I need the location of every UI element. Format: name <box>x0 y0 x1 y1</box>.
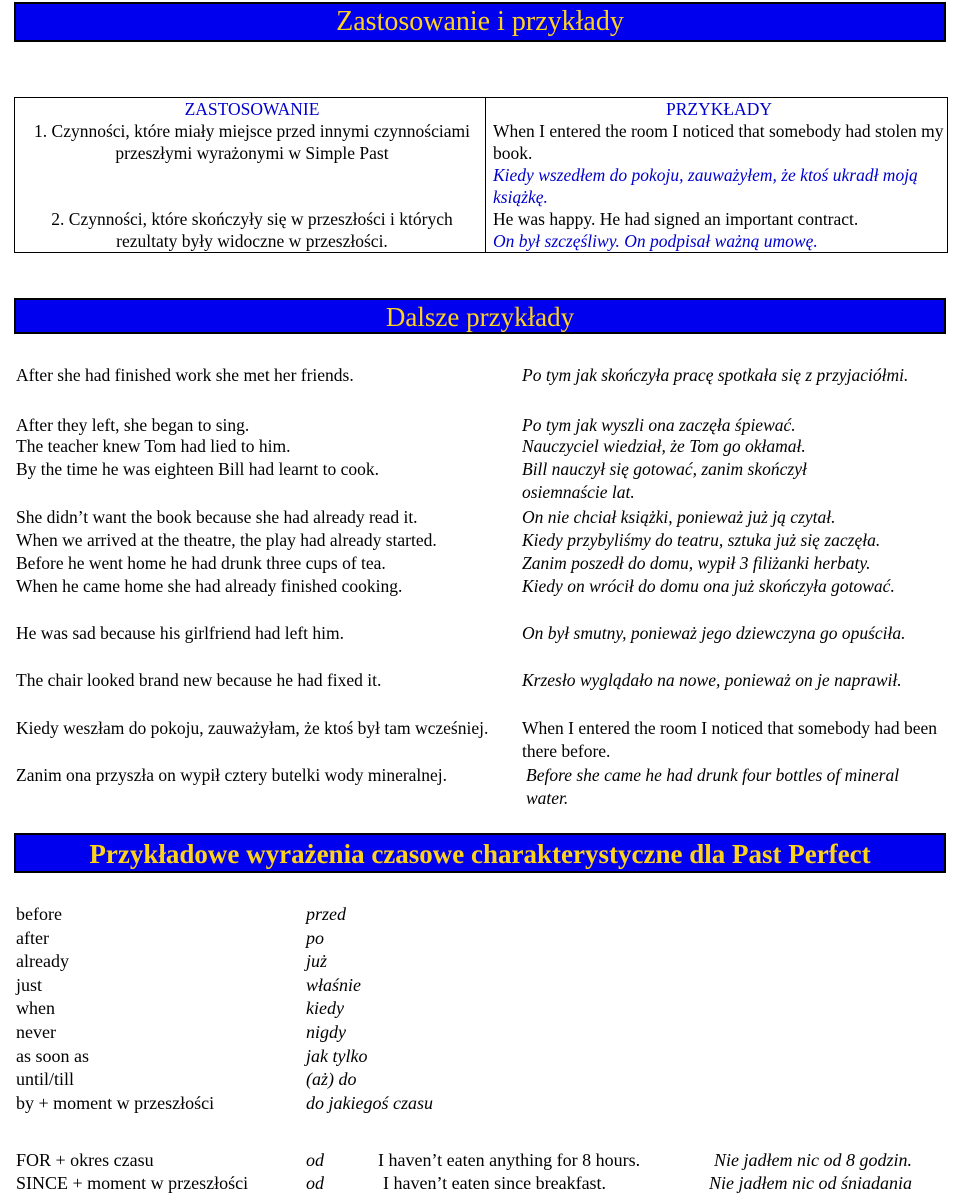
since-example: I haven’t eaten since breakfast. <box>383 1173 607 1193</box>
example-1-en: When I entered the room I noticed that somebody had stolen my book. <box>493 121 944 163</box>
example-pl: Kiedy on wrócił do domu ona już skończyła gotować. <box>522 576 895 596</box>
expression-item: by + moment w przeszłości <box>16 1092 215 1113</box>
page-title: Zastosowanie i przykłady <box>336 6 624 37</box>
expression-item: already <box>16 951 69 972</box>
for-rule: FOR + okres czasu <box>16 1150 154 1170</box>
for-example-translation: Nie jadłem nic od 8 godzin. <box>714 1150 912 1170</box>
further-examples-title: Dalsze przykłady <box>385 302 575 332</box>
example-en: By the time he was eighteen Bill had learnt to cook. <box>16 459 380 479</box>
example-en: Zanim ona przyszła on wypił cztery butelki wody mineralnej. <box>16 765 448 785</box>
example-en: When he came home she had already finished cooking. <box>16 576 403 596</box>
expressions-banner <box>14 833 946 873</box>
example-pl: Po tym jak wyszli ona zaczęła śpiewać. <box>522 415 796 435</box>
expression-translation: po <box>306 927 324 948</box>
usage-table <box>14 97 948 253</box>
expression-item: never <box>16 1021 56 1042</box>
example-1-pl: Kiedy wszedłem do pokoju, zauważyłem, że ktoś ukradł moją książkę. <box>493 165 918 207</box>
expression-item: after <box>16 927 49 948</box>
example-en: After they left, she began to sing. <box>16 415 250 435</box>
example-pl: On był smutny, ponieważ jego dziewczyna go opuściła. <box>522 623 906 643</box>
example-en: The chair looked brand new because he had fixed it. <box>16 670 382 690</box>
since-rule: SINCE + moment w przeszłości <box>16 1173 249 1193</box>
example-pl-text: When I entered the room I noticed that somebody had been there before. <box>522 718 937 762</box>
example-pl: Krzesło wyglądało na nowe, ponieważ on je naprawił. <box>522 670 902 690</box>
example-en: The teacher knew Tom had lied to him. <box>16 436 291 456</box>
example-en: She didn’t want the book because she had already read it. <box>16 507 418 527</box>
expression-en <box>16 903 214 1115</box>
since-example-translation: Nie jadłem nic od śniadania <box>709 1173 912 1193</box>
example-2-en: He was happy. He had signed an important contract. <box>493 209 859 229</box>
expressions-title: Przykładowe wyrażenia czasowe charakterystyczne dla Past Perfect <box>89 839 871 869</box>
since-translation: od <box>306 1173 324 1193</box>
expression-item: until/till <box>16 1069 75 1090</box>
examples-column <box>486 98 948 253</box>
expression-translation: jak tylko <box>306 1045 368 1066</box>
example-pl <box>522 717 942 764</box>
usage-header: ZASTOSOWANIE <box>184 99 320 119</box>
example-pl: Po tym jak skończyła pracę spotkała się z przyjaciółmi. <box>522 365 909 385</box>
expression-item: when <box>16 998 55 1019</box>
examples-header: PRZYKŁADY <box>666 99 772 119</box>
example-pl: Kiedy przybyliśmy do teatru, sztuka już się zaczęła. <box>522 530 881 550</box>
expression-translation: do jakiegoś czasu <box>306 1092 433 1113</box>
example-en: Kiedy weszłam do pokoju, zauważyłam, że ktoś był tam wcześniej. <box>16 718 489 738</box>
example-en: After she had finished work she met her friends. <box>16 365 354 385</box>
page-title-banner <box>14 2 946 42</box>
usage-column <box>15 98 486 253</box>
further-examples-banner <box>14 298 946 334</box>
example-pl: On nie chciał książki, ponieważ już ją czytał. <box>522 507 836 527</box>
example-2-pl: On był szczęśliwy. On podpisał ważną umowę. <box>493 231 818 251</box>
expression-translation: przed <box>306 904 346 924</box>
example-en: When we arrived at the theatre, the play had already started. <box>16 530 437 550</box>
example-pl: Bill nauczył się gotować, zanim skończył osiemnaście lat. <box>522 459 807 503</box>
expression-translation: kiedy <box>306 998 344 1019</box>
for-example: I haven’t eaten anything for 8 hours. <box>378 1150 641 1170</box>
example-pl: Before she came he had drunk four bottles of mineral water. <box>526 765 900 809</box>
expression-item: as soon as <box>16 1045 89 1066</box>
example-pl: Zanim poszedł do domu, wypił 3 filiżanki herbaty. <box>522 553 871 573</box>
expression-pl <box>306 903 433 1115</box>
example-en: Before he went home he had drunk three cups of tea. <box>16 553 386 573</box>
expression-translation: właśnie <box>306 974 362 995</box>
usage-rule-1: 1. Czynności, które miały miejsce przed innymi czynnościami przeszłymi wyrażonymi w Simple Past <box>34 121 470 163</box>
expression-item: before <box>16 904 62 924</box>
example-en: He was sad because his girlfriend had left him. <box>16 623 345 643</box>
usage-rule-2: 2. Czynności, które skończyły się w przeszłości i których rezultaty były widoczne w przeszłości. <box>51 209 453 251</box>
example-pl: Nauczyciel wiedział, że Tom go okłamał. <box>522 436 806 456</box>
expression-translation: (aż) do <box>306 1069 357 1090</box>
expression-item: just <box>16 974 43 995</box>
expression-translation: nigdy <box>306 1021 346 1042</box>
expression-translation: już <box>306 951 328 972</box>
for-translation: od <box>306 1150 324 1170</box>
